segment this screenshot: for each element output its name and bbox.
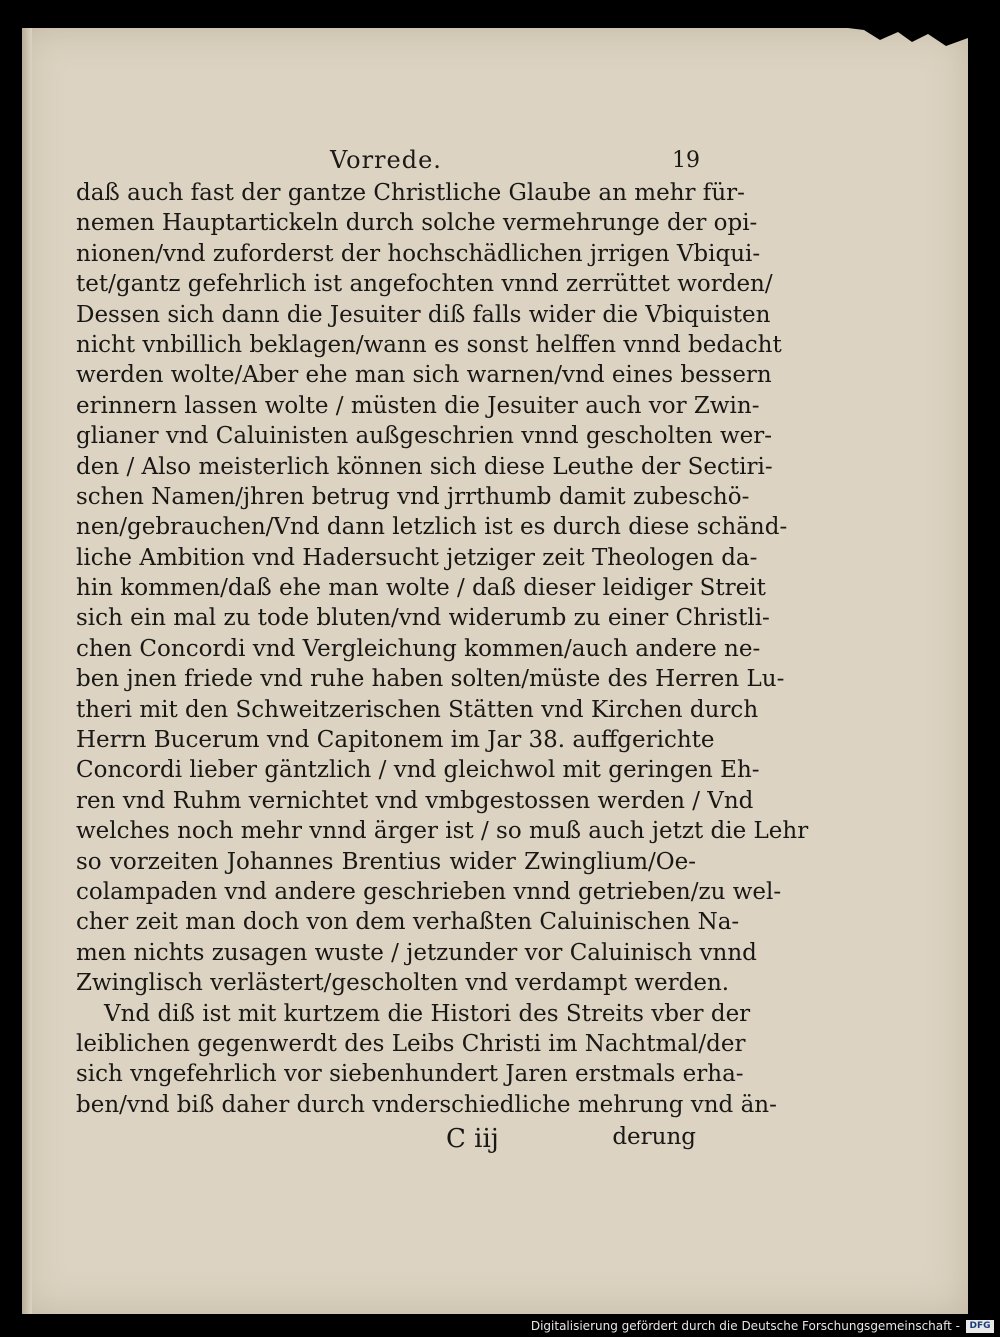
credit-bar [0, 1315, 1000, 1337]
text-line: tet/gantz gefehrlich ist angefochten vnnd zerrüttet worden/ [76, 271, 773, 298]
text-line: erinnern lassen wolte / müsten die Jesuiter auch vor Zwin- [76, 392, 760, 419]
text-line: leiblichen gegenwerdt des Leibs Christi im Nachtmal/der [76, 1030, 746, 1057]
dfg-logo: DFG [966, 1320, 994, 1333]
scanned-page [22, 28, 968, 1314]
text-line: den / Also meisterlich können sich diese Leuthe der Sectiri- [76, 453, 773, 480]
text-line: glianer vnd Caluinisten außgeschrien vnnd gescholten wer- [76, 423, 773, 450]
text-line: ben/vnd biß daher durch vnderschiedliche mehrung vnd än- [76, 1091, 777, 1118]
text-line: liche Ambition vnd Hadersucht jetziger zeit Theologen da- [76, 544, 758, 571]
text-line: sich vngefehrlich vor siebenhundert Jaren erstmals erha- [76, 1061, 744, 1088]
text-line: nicht vnbillich beklagen/wann es sonst helffen vnnd bedacht [76, 331, 782, 358]
torn-corner [828, 28, 968, 50]
page-number: 19 [672, 148, 700, 173]
text-line: schen Namen/jhren betrug vnd jrrthumb damit zubeschö- [76, 483, 750, 510]
text-line: theri mit den Schweitzerischen Stätten vnd Kirchen durch [76, 696, 759, 723]
text-line: so vorzeiten Johannes Brentius wider Zwinglium/Oe- [76, 848, 696, 875]
body-text [76, 178, 809, 1120]
text-line: nionen/vnd zuforderst der hochschädlichen jrrigen Vbiqui- [76, 240, 761, 267]
text-line: colampaden vnd andere geschrieben vnnd getrieben/zu wel- [76, 878, 782, 905]
running-title: Vorrede. [330, 146, 442, 174]
text-line: nemen Hauptartickeln durch solche vermehrunge der opi- [76, 210, 758, 237]
signature-mark: C iij [446, 1124, 499, 1154]
text-line: Concordi lieber gäntzlich / vnd gleichwol mit geringen Eh- [76, 757, 760, 784]
text-line: Herrn Bucerum vnd Capitonem im Jar 38. auffgerichte [76, 727, 715, 754]
page-footer [76, 1124, 696, 1156]
text-line: werden wolte/Aber ehe man sich warnen/vnd eines bessern [76, 362, 772, 389]
text-line: cher zeit man doch von dem verhaßten Caluinischen Na- [76, 909, 740, 936]
text-line: welches noch mehr vnnd ärger ist / so muß auch jetzt die Lehr [76, 818, 809, 845]
text-line: sich ein mal zu tode bluten/vnd widerumb zu einer Christli- [76, 605, 770, 632]
text-line: daß auch fast der gantze Christliche Glaube an mehr für- [76, 180, 745, 206]
text-line: chen Concordi vnd Vergleichung kommen/auch andere ne- [76, 635, 761, 662]
text-line: hin kommen/daß ehe man wolte / daß dieser leidiger Streit [76, 575, 766, 602]
text-line: nen/gebrauchen/Vnd dann letzlich ist es durch diese schänd- [76, 514, 788, 541]
funding-credit: Digitalisierung gefördert durch die Deutsche Forschungsgemeinschaft - [530, 1319, 960, 1333]
text-line: Zwinglisch verlästert/gescholten vnd verdampt werden. [76, 970, 730, 997]
page-edge-shadow [22, 28, 32, 1314]
text-line: ben jnen friede vnd ruhe haben solten/müste des Herren Lu- [76, 666, 785, 693]
text-line: men nichts zusagen wuste / jetzunder vor Caluinisch vnnd [76, 939, 757, 966]
text-line: Dessen sich dann die Jesuiter diß falls wider die Vbiquisten [76, 301, 771, 328]
catchword: derung [612, 1124, 696, 1150]
text-line: Vnd diß ist mit kurtzem die Histori des Streits vber der [104, 1000, 751, 1027]
text-line: ren vnd Ruhm vernichtet vnd vmbgestossen werden / Vnd [76, 787, 754, 814]
